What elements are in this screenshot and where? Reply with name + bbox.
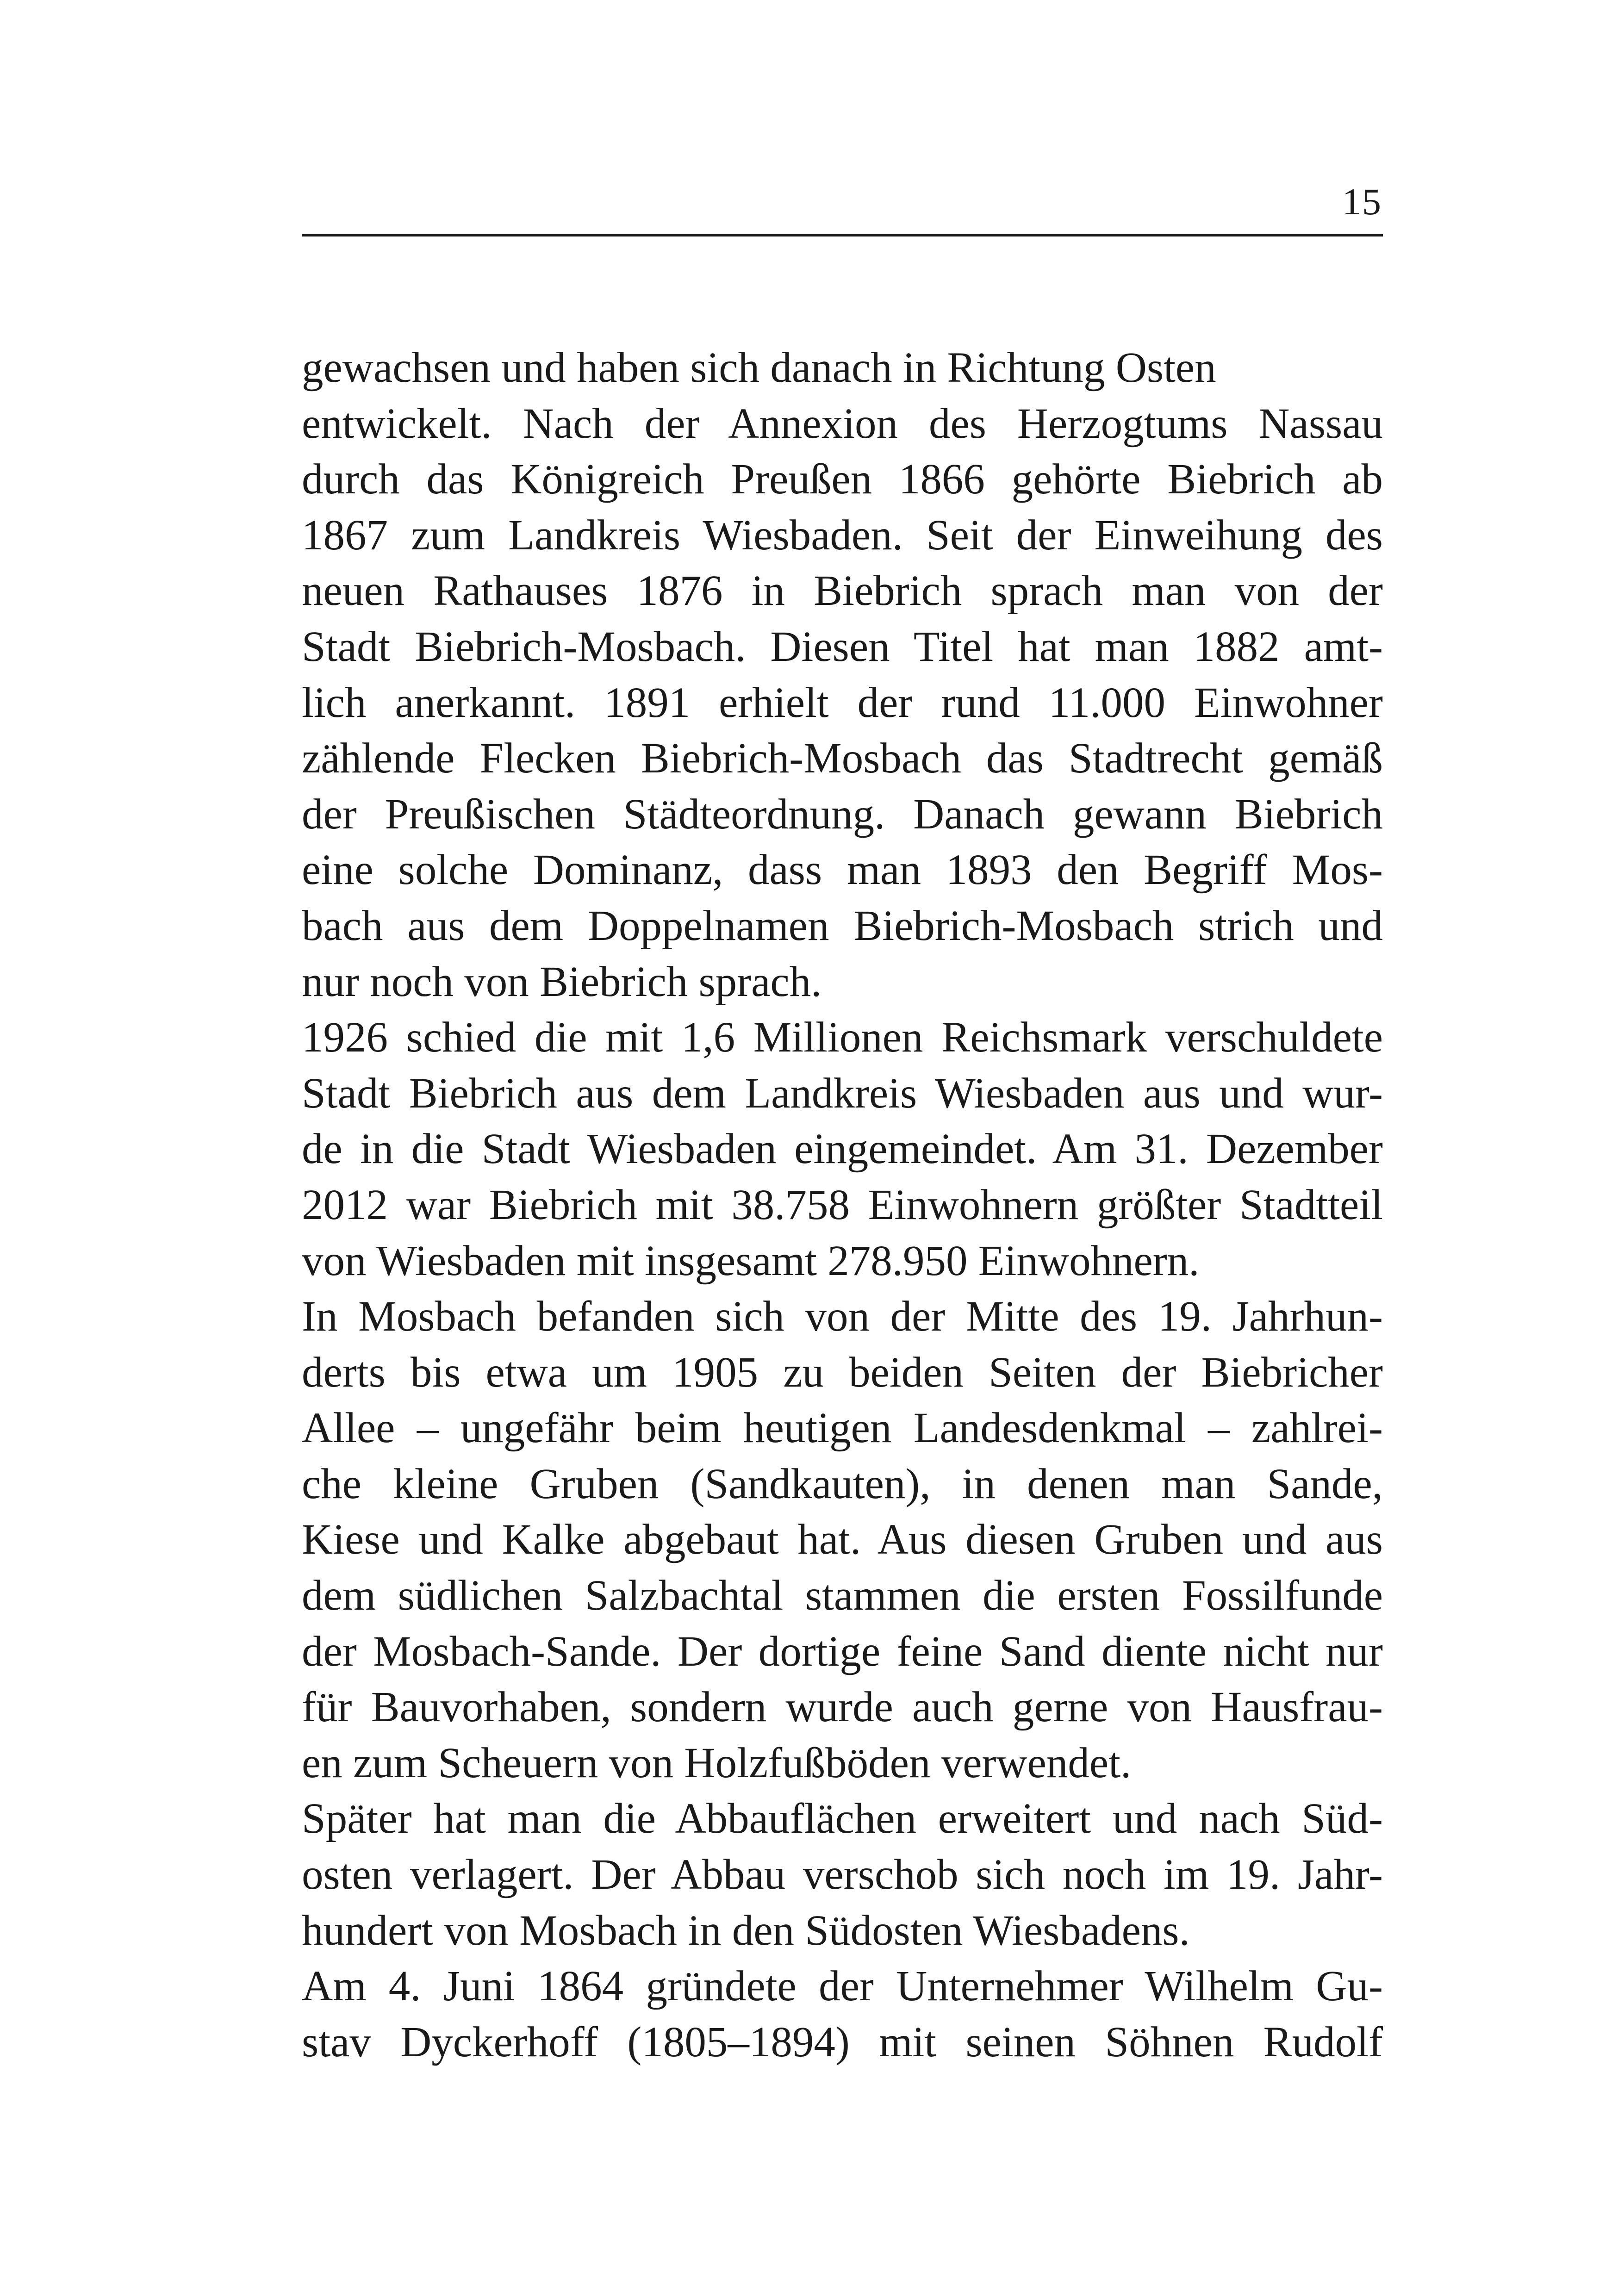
text-line: en zum Scheuern von Holzfußböden verwendet. <box>302 1739 1132 1787</box>
text-line: eine solche Dominanz, dass man 1893 den Begriff Mos- <box>302 846 1383 894</box>
text-line: de in die Stadt Wiesbaden eingemeindet. Am 31. Dezember <box>302 1125 1383 1173</box>
text-line: osten verlagert. Der Abbau verschob sich noch im 19. Jahr- <box>302 1851 1383 1899</box>
text-line: Allee – ungefähr beim heutigen Landesdenkmal – zahlrei- <box>302 1404 1383 1452</box>
text-line: durch das Königreich Preußen 1866 gehörte Biebrich ab <box>302 455 1383 504</box>
text-line: bach aus dem Doppelnamen Biebrich-Mosbach strich und <box>302 902 1383 950</box>
text-line: der Mosbach-Sande. Der dortige feine Sand diente nicht nur <box>302 1627 1383 1675</box>
text-line: 1926 schied die mit 1,6 Millionen Reichsmark verschuldete <box>302 1014 1383 1062</box>
text-line: dem südlichen Salzbachtal stammen die ersten Fossilfunde <box>302 1572 1383 1620</box>
text-line: Am 4. Juni 1864 gründete der Unternehmer Wilhelm Gu- <box>302 1962 1383 2010</box>
text-line: hundert von Mosbach in den Südosten Wiesbadens. <box>302 1906 1190 1954</box>
text-line: derts bis etwa um 1905 zu beiden Seiten der Biebricher <box>302 1348 1383 1396</box>
text-line: gewachsen und haben sich danach in Richtung Osten <box>302 344 1216 392</box>
text-line: 2012 war Biebrich mit 38.758 Einwohnern größter Stadtteil <box>302 1181 1383 1229</box>
text-line: Stadt Biebrich aus dem Landkreis Wiesbaden aus und wur- <box>302 1069 1383 1117</box>
text-line: Kiese und Kalke abgebaut hat. Aus diesen Gruben und aus <box>302 1516 1383 1564</box>
text-line: Stadt Biebrich-Mosbach. Diesen Titel hat man 1882 amt- <box>302 622 1383 671</box>
text-line: entwickelt. Nach der Annexion des Herzogtums Nassau <box>302 399 1383 448</box>
text-line: In Mosbach befanden sich von der Mitte des 19. Jahrhun- <box>302 1293 1383 1341</box>
text-line: für Bauvorhaben, sondern wurde auch gerne von Hausfrau- <box>302 1683 1383 1731</box>
text-line: nur noch von Biebrich sprach. <box>302 958 822 1006</box>
page-number: 15 <box>1342 180 1382 223</box>
text-line: Später hat man die Abbauflächen erweitert und nach Süd- <box>302 1795 1383 1843</box>
text-line: 1867 zum Landkreis Wiesbaden. Seit der Einweihung des <box>302 511 1383 559</box>
text-line: zählende Flecken Biebrich-Mosbach das Stadtrecht gemäß <box>302 734 1383 783</box>
body-text <box>302 340 1383 2070</box>
header-rule <box>302 234 1383 236</box>
text-line: lich anerkannt. 1891 erhielt der rund 11.000 Einwohner <box>302 678 1383 727</box>
text-line: neuen Rathauses 1876 in Biebrich sprach man von der <box>302 567 1383 615</box>
text-line: che kleine Gruben (Sandkauten), in denen man Sande, <box>302 1460 1383 1508</box>
text-line: stav Dyckerhoff (1805–1894) mit seinen Söhnen Rudolf <box>302 2018 1383 2066</box>
text-line: der Preußischen Städteordnung. Danach gewann Biebrich <box>302 790 1383 838</box>
text-line: von Wiesbaden mit insgesamt 278.950 Einwohnern. <box>302 1237 1200 1285</box>
